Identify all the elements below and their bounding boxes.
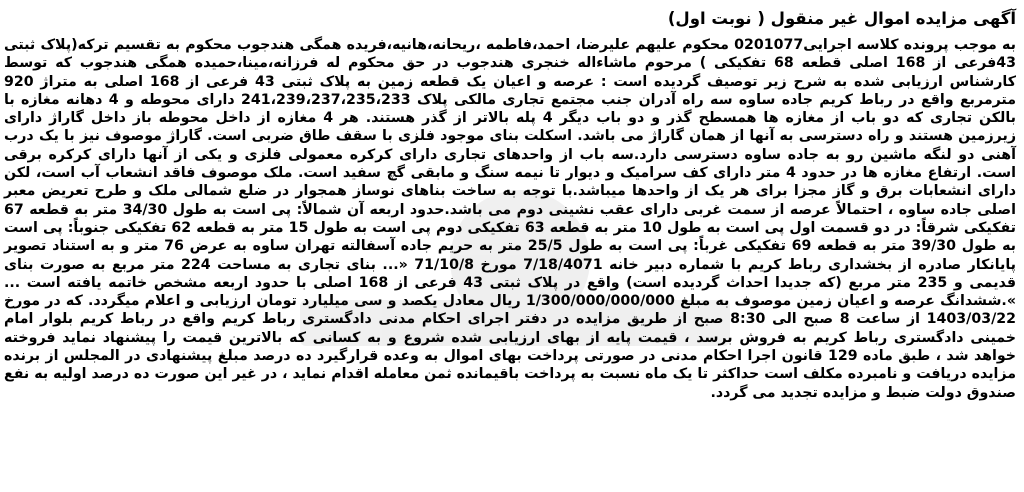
notice-body: به موجب پرونده کلاسه اجرایی0201077 محکوم علیهم علیرضا، احمد،فاطمه ،ریحانه،هانیه،فریده همگی هندجوب محکوم به تقسیم ترکه(پلاک ثبتی 43فرعی از 168 اصلی قطعه 68 تفکیکی ) مرحوم ماشاءاله خنجری هندجوب در حق محکوم له فرزانه،مینا،حمیده همگی هندجوب که توسط کارشناس ارزیابی شده به شرح زیر توصیف گردیده است : عرصه و اعیان یک قطعه زمین به پلاک ثبتی 43 فرعی از 168 اصلی به متراژ 920 مترمربع واقع در رباط کریم جاده ساوه سه راه آدران جنب مجتمع تجاری مالکی پلاک 241،239،237،235،233 دارای محوطه و 4 دهانه مغازه با بالکن تجاری که دو باب از مغازه ها همسطح گذر و دو باب دیگر 4 پله بالاتر از گذر هستند. هر 4 مغازه از داخل محوطه باز داخل گاراژ دارای زیرزمین هستند و راه دسترسی به آنها از همان گاراژ می باشد. اسکلت بنای موجود فلزی با سقف طاق ضربی است. گاراژ موصوف نیز با یک درب آهنی دو لنگه ماشین رو به جاده ساوه دسترسی دارد.سه باب از واحدهای تجاری دارای کرکره معمولی فلزی و یکی از آنها دارای کرکره برقی است. ارتفاع مغازه ها در حدود 4 متر دارای کف سرامیک و دیوار تا نیمه سنگ و مابقی گچ سفید است. ملک موصوف فاقد انشعاب آب است، لکن دارای انشعابات برق و گاز مجزا برای هر یک از واحدها میباشد.با توجه به ساخت بناهای نوساز همجوار در ضلع شمالی ملک و طرح تعریض معبر اصلی جاده ساوه ، احتمالاً عرصه از سمت غربی دارای عقب نشینی دوم می باشد.حدود اربعه آن شمالاً: پی است به طول 34/30 متر به قطعه 67 تفکیکی شرقاً: در دو قسمت اول پی است به طول 10 متر به قطعه 63 تفکیکی دوم پی است به طول 15 متر به قطعه 62 تفکیکی جنوباً: پی است به طول 39/30 متر به قطعه 69 تفکیکی غرباً: پی است به طول 25/5 متر به حریم جاده آسفالته تهران ساوه به عرض 76 متر و به استناد تصویر پایانکار صادره از بخشداری رباط کریم با شماره دبیر خانه 7/18/4071 مورخ 71/10/8 «... بنای تجاری به مساحت 224 متر مربع به صورت بنای قدیمی و 235 متر مربع (که جدیدا احداث گردیده است) واقع در پلاک ثبتی 43 فرعی از 168 اصلی با حدود اربعه مشخص خاتمه یافته است ... ».ششدانگ عرصه و اعیان زمین موصوف به مبلغ 1/300/000/000/000 ریال معادل یکصد و سی میلیارد تومان ارزیابی و اعلام میگردد. که در مورخ 1403/03/22 از ساعت 8 صبح الی 8:30 صبح از طریق مزایده در دفتر اجرای احکام مدنی دادگستری رباط کریم واقع در رباط کریم بلوار امام خمینی دادگستری رباط کریم به فروش برسد ، قیمت پایه از بهای ارزیابی شده شروع و به کسانی که بالاترین قیمت را پیشنهاد نماید فروخته خواهد شد ، طبق ماده 129 قانون اجرا احکام مدنی در صورتی پرداخت بهای اموال به وعده قرارگیرد ده درصد مبلغ پیشنهادی در المجلس از برنده مزایده دریافت و نامبرده مکلف است حداکثر تا یک ماه نسبت به پرداخت باقیمانده ثمن معامله اقدام نماید ، در غیر این صورت ده درصد اولیه به نفع صندوق دولت ضبط و مزایده تجدید می گردد.	[4, 37, 1017, 401]
auction-notice	[4, 6, 1020, 488]
notice-title: آگهی مزایده اموال غیر منقول ( نوبت اول)	[667, 9, 1016, 28]
